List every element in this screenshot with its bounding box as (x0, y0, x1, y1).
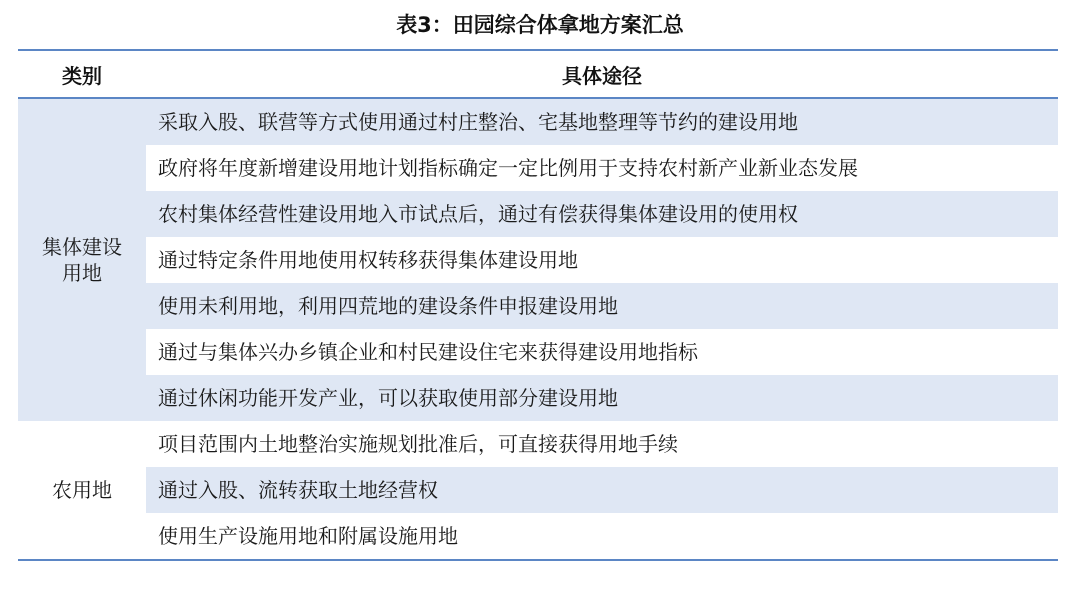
table-row (18, 98, 1058, 145)
table-row (18, 421, 1058, 467)
table-row (18, 375, 1058, 421)
category-cell-collective (18, 98, 146, 421)
category-line: 农用地 (52, 478, 112, 502)
table-row (18, 329, 1058, 375)
category-cell-farmland (18, 421, 146, 560)
path-cell: 使用生产设施用地和附属设施用地 (146, 513, 1058, 560)
category-line: 集体建设 (42, 235, 122, 259)
table-row (18, 283, 1058, 329)
path-cell: 使用未利用地，利用四荒地的建设条件申报建设用地 (146, 283, 1058, 329)
table-row (18, 513, 1058, 560)
path-cell: 政府将年度新增建设用地计划指标确定一定比例用于支持农村新产业新业态发展 (158, 156, 858, 180)
table-row (18, 467, 1058, 513)
table-row (18, 145, 1058, 191)
category-line: 用地 (62, 261, 102, 285)
path-cell: 通过入股、流转获取土地经营权 (146, 467, 1058, 513)
header-path: 具体途径 (146, 50, 1058, 98)
path-cell: 项目范围内土地整治实施规划批准后，可直接获得用地手续 (158, 432, 678, 456)
path-cell: 通过与集体兴办乡镇企业和村民建设住宅来获得建设用地指标 (158, 340, 698, 364)
table-row (18, 191, 1058, 237)
path-cell: 采取入股、联营等方式使用通过村庄整治、宅基地整理等节约的建设用地 (146, 98, 1058, 145)
path-cell: 通过休闲功能开发产业，可以获取使用部分建设用地 (146, 375, 1058, 421)
path-cell: 农村集体经营性建设用地入市试点后，通过有偿获得集体建设用的使用权 (146, 191, 1058, 237)
path-cell: 通过特定条件用地使用权转移获得集体建设用地 (158, 248, 578, 272)
plan-table (18, 49, 1058, 561)
table-row (18, 237, 1058, 283)
table-title: 表3：田园综合体拿地方案汇总 (396, 13, 684, 37)
header-row (18, 50, 1058, 98)
header-category: 类别 (18, 50, 146, 98)
